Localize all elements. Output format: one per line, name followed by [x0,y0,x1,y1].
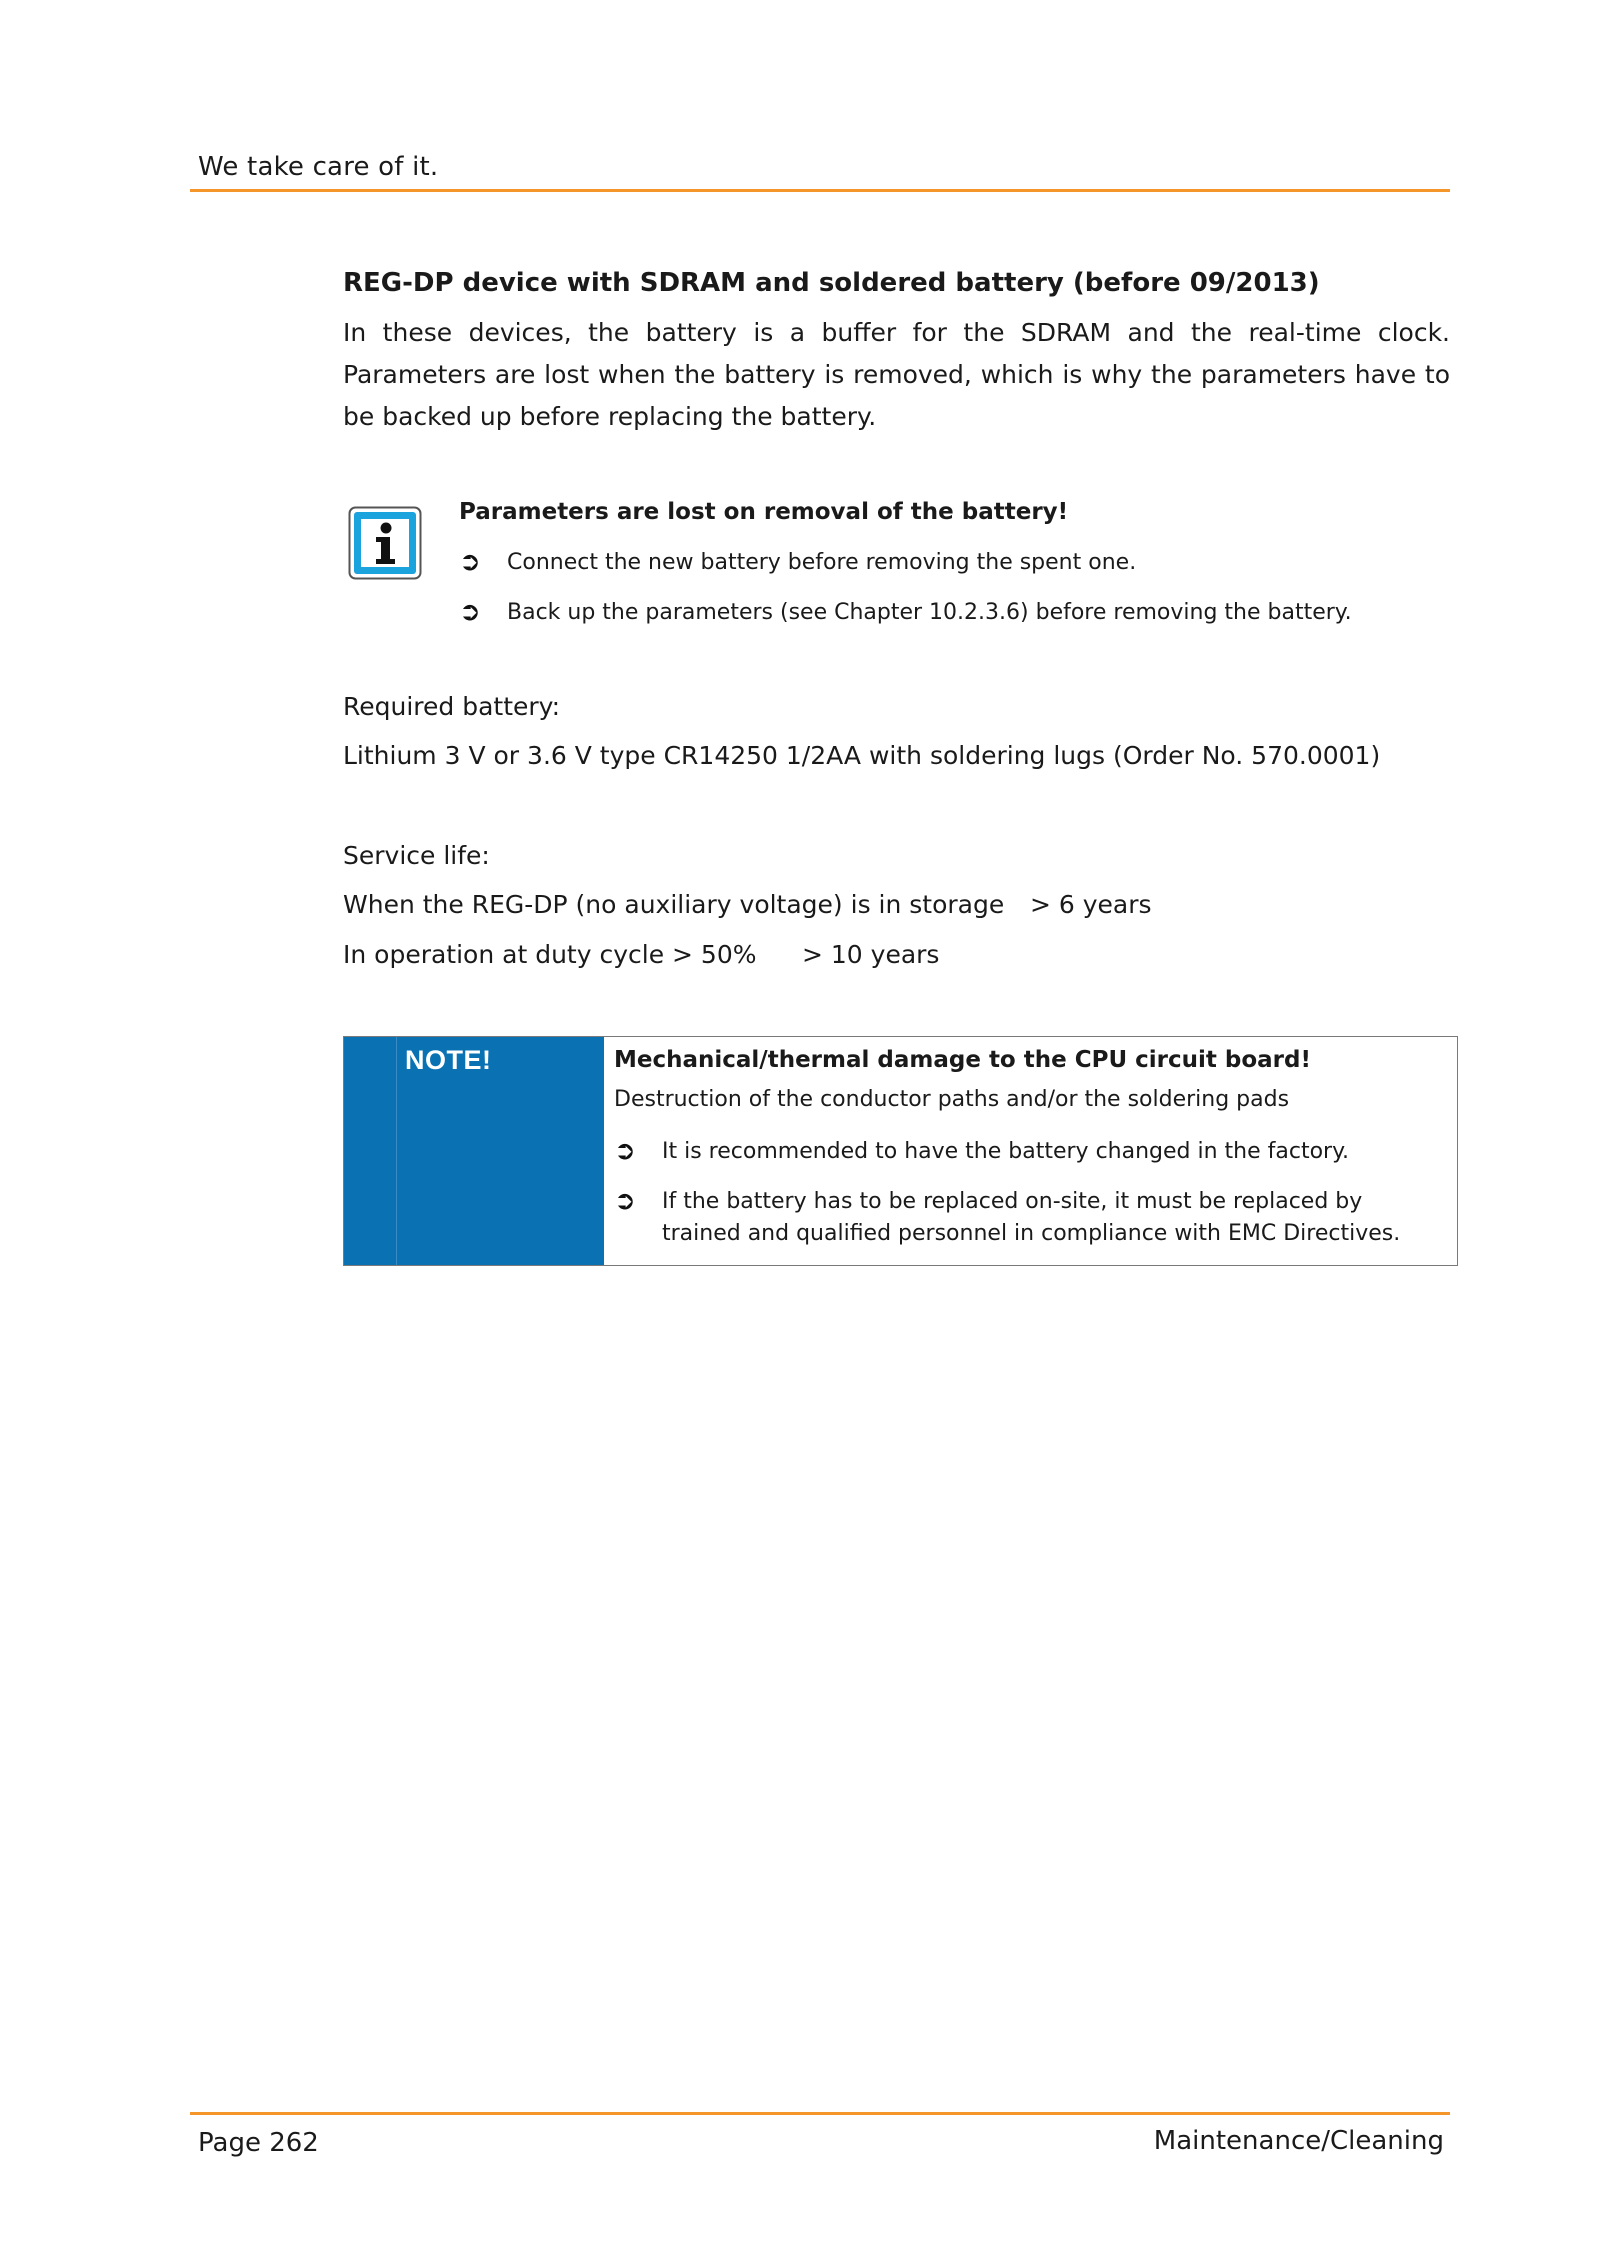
note-bullet-text: If the battery has to be replaced on-site, it must be replaced by trained and qualified personnel in compliance with EMC Directives. [662,1189,1401,1246]
info-icon [348,506,422,580]
arrow-bullet-icon: ➲ [614,1136,636,1166]
header-rule [190,189,1450,192]
info-notice-title: Parameters are lost on removal of the battery! [459,499,1069,525]
required-battery-value: Lithium 3 V or 3.6 V type CR14250 1/2AA with soldering lugs (Order No. 570.0001) [343,741,1381,770]
note-title: Mechanical/thermal damage to the CPU circuit board! [614,1047,1311,1073]
service-life-condition: In operation at duty cycle > 50% [343,940,757,969]
section-paragraph: In these devices, the battery is a buffer for the SDRAM and the real-time clock. Parameters are lost when the battery is removed, which is why the parameters have to be backed up before replacing the battery. [343,318,1450,431]
note-label: NOTE! [405,1045,492,1075]
arrow-bullet-icon: ➲ [614,1186,636,1216]
note-bullet-text: It is recommended to have the battery changed in the factory. [662,1139,1349,1164]
note-box [343,1036,1458,1266]
note-bullet [614,1136,1444,1168]
note-bullet [614,1186,1444,1250]
note-divider [396,1037,397,1265]
info-bullet-text: Connect the new battery before removing the spent one. [507,550,1137,575]
page-number: Page 262 [198,2128,319,2158]
info-bullet [459,547,1409,579]
service-life-condition: When the REG-DP (no auxiliary voltage) is in storage [343,890,1005,919]
note-description: Destruction of the conductor paths and/or the soldering pads [614,1087,1290,1112]
note-label-panel [344,1037,604,1265]
info-bullet-text: Back up the parameters (see Chapter 10.2.3.6) before removing the battery. [507,600,1352,625]
section-title: REG-DP device with SDRAM and soldered battery (before 09/2013) [343,268,1320,298]
info-bullet [459,597,1409,629]
service-life-label: Service life: [343,841,490,870]
chapter-title: Maintenance/Cleaning [1153,2126,1444,2156]
required-battery-label: Required battery: [343,692,561,721]
footer-rule [190,2112,1450,2115]
arrow-bullet-icon: ➲ [459,597,481,627]
arrow-bullet-icon: ➲ [459,547,481,577]
service-life-value: > 10 years [802,940,940,969]
header-slogan: We take care of it. [198,152,439,182]
service-life-value: > 6 years [1030,890,1152,919]
